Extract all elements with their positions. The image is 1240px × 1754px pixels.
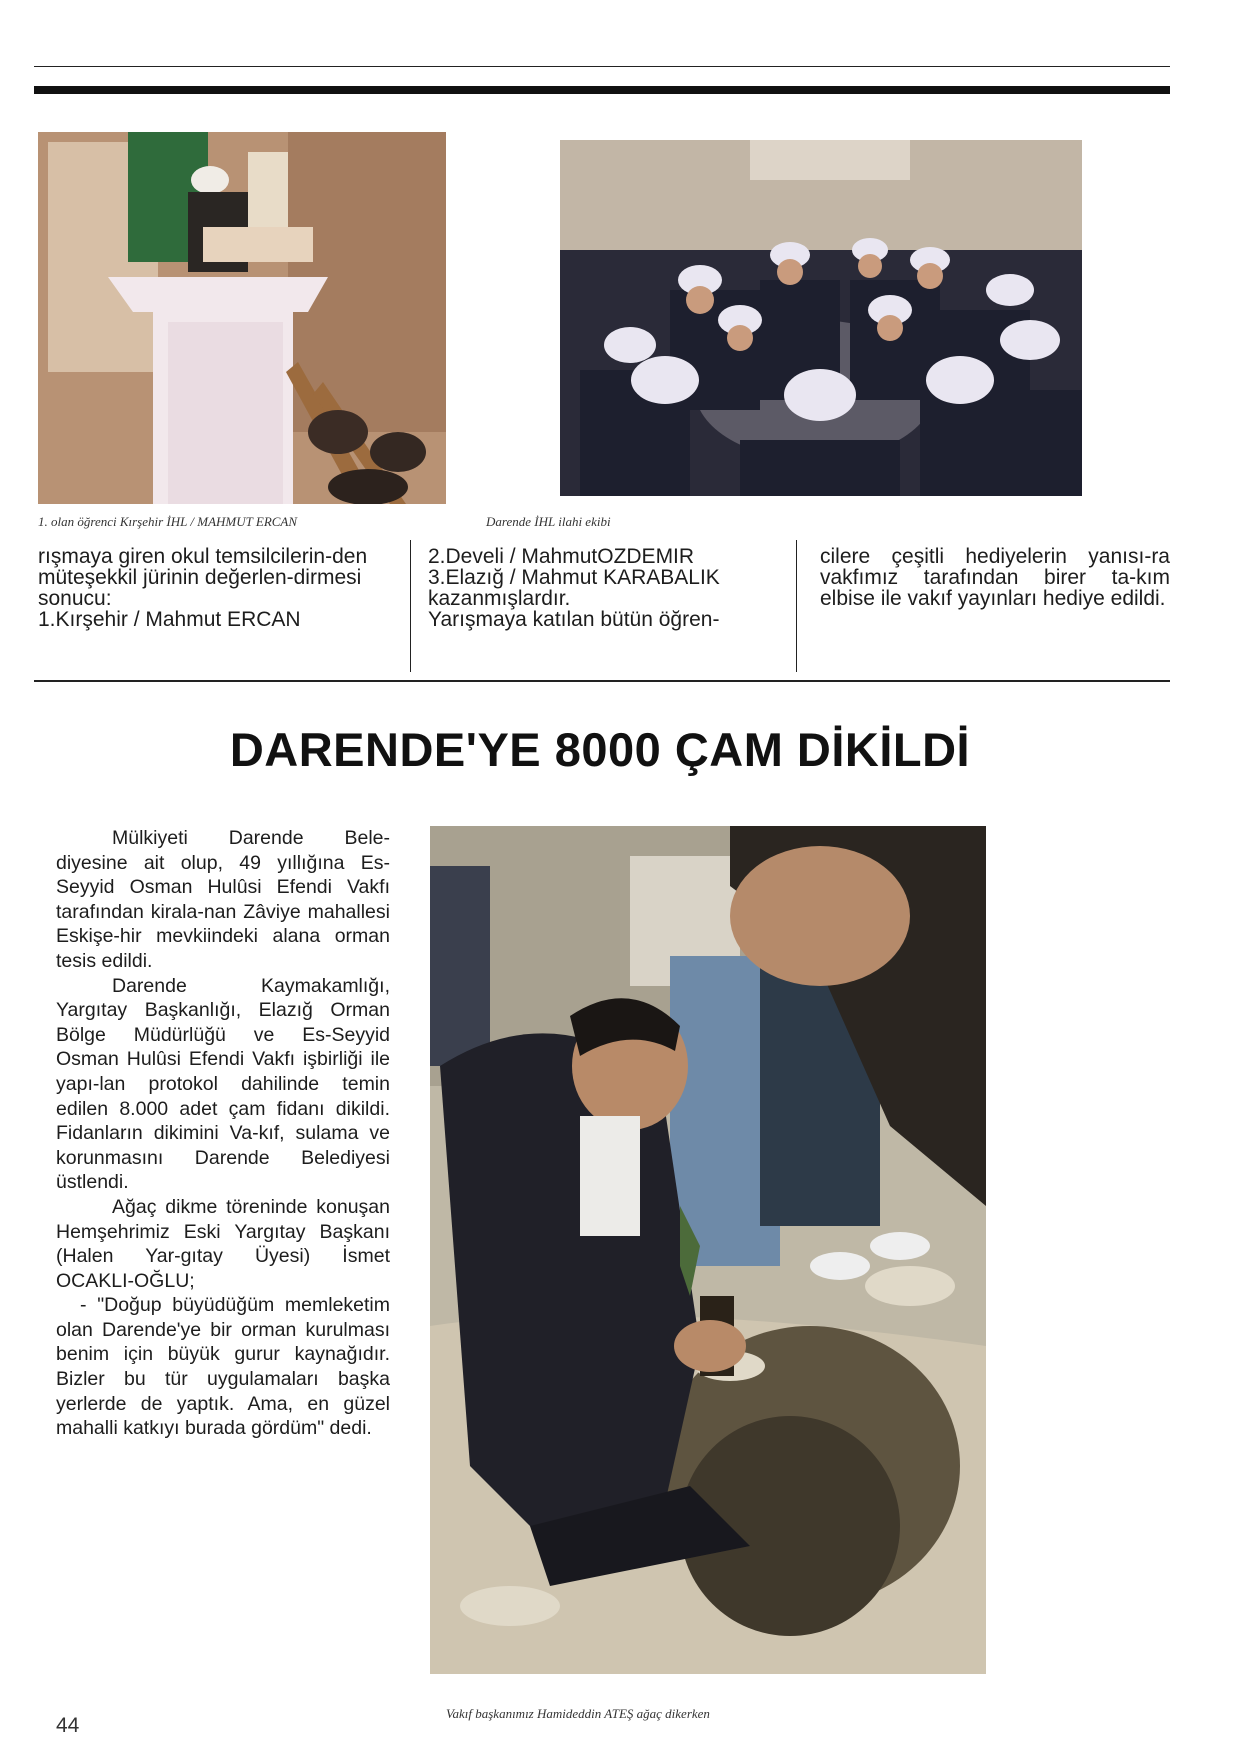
photo-tree-planting: [430, 826, 986, 1674]
ilahi-photo-caption: Darende İHL ilahi ekibi: [486, 514, 611, 529]
top-thin-rule: [34, 66, 1170, 67]
contest-column-2: [428, 546, 780, 630]
article-paragraph-3: Ağaç dikme töreninde konuşan Hemşehrimiz Eski Yargıtay Başkanı (Halen Yar-gıtay Üyesi) İsmet OCAKLI-OĞLU;: [56, 1195, 390, 1292]
page-number: 44: [56, 1714, 80, 1737]
article-paragraph-4: - "Doğup büyüdüğüm memleketim olan Darende'ye bir orman kurulması benim için büyük gurur kaynağıdır. Bizler bu tür uygulamaları başka yerlerde de yaptık. Ama, en güzel mahalli katkıyı burada gördüm" dedi.: [56, 1294, 390, 1440]
contest-result-1: 1.Kırşehir / Mahmut ERCAN: [38, 608, 301, 631]
article-paragraph-1: Mülkiyeti Darende Bele-diyesine ait olup, 49 yıllığına Es-Seyyid Osman Hulûsi Efendi Vakfı tarafından kirala-nan Zâviye mahallesi Eskişe-hir mevkiindeki alana orman tesis edildi.: [56, 827, 390, 972]
photo-ilahi-group: [560, 140, 1082, 496]
article-headline: DARENDE'YE 8000 ÇAM DİKİLDİ: [229, 723, 971, 776]
article-paragraph-2: Darende Kaymakamlığı, Yargıtay Başkanlığı, Elazığ Orman Bölge Müdürlüğü ve Es-Seyyid Osman Hulûsi Efendi Vakfı işbirliği ile yapı-lan protokol dahilinde temin edilen 8.000 adet çam fidanı dikildi. Fidanların dikimini Va-kıf, sulama ve korunmasını Darende Belediyesi üstlendi.: [56, 974, 390, 1194]
top-thick-rule: [34, 86, 1170, 94]
minbar-photo-caption: 1. olan öğrenci Kırşehir İHL / MAHMUT ERCAN: [38, 514, 298, 529]
contest-result-2: 2.Develi / MahmutOZDEMIR: [428, 545, 695, 568]
contest-col1-text: rışmaya giren okul temsilcilerin-den müteşekkil jürinin değerlen-dirmesi sonucu:: [38, 545, 368, 610]
contest-result-3: 3.Elazığ / Mahmut KARABALIK: [428, 566, 720, 589]
contest-column-1: [38, 546, 404, 630]
mid-rule: [34, 680, 1170, 682]
contest-col3-text: cilere çeşitli hediyelerin yanısı-ra vakfımız tarafından birer ta-kım elbise ile vakıf yayınları hediye edildi.: [820, 545, 1170, 610]
photo-minbar: [38, 132, 446, 504]
contest-col2-text: kazanmışlardır.: [428, 587, 571, 610]
column-separator-2: [796, 540, 797, 672]
contest-column-3: [820, 546, 1170, 609]
tree-planting-caption: Vakıf başkanımız Hamideddin ATEŞ ağaç dikerken: [446, 1706, 710, 1721]
contest-col2-text2: Yarışmaya katılan bütün öğren-: [428, 608, 720, 631]
column-separator-1: [410, 540, 411, 672]
article-body: [56, 826, 390, 1441]
